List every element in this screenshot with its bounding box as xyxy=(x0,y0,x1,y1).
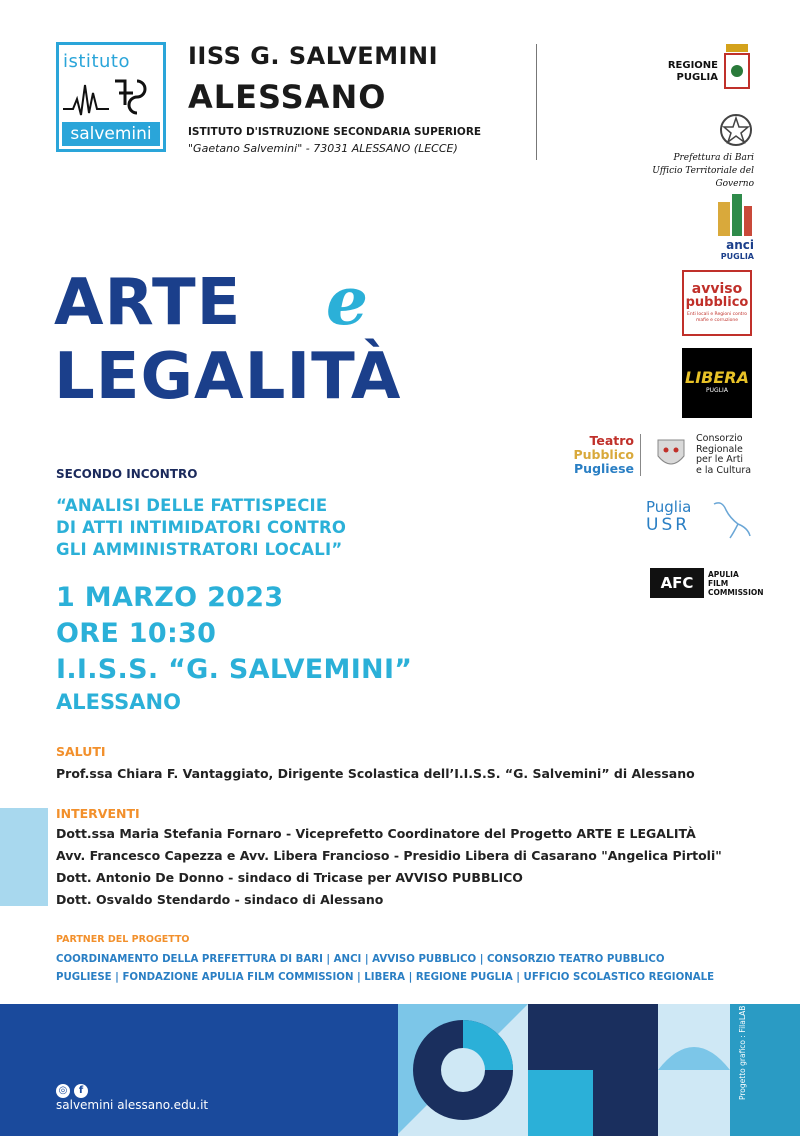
intervento-item: Dott.ssa Maria Stefania Fornaro - Viceprefetto Coordinatore del Progetto ARTE E LEGALITÀ xyxy=(56,826,696,841)
regione-sub: PUGLIA xyxy=(676,72,718,83)
consorzio-logo xyxy=(696,434,751,476)
republic-emblem-icon xyxy=(718,110,754,150)
avviso-tagline: Enti locali e Regioni contro mafie e corruzione xyxy=(687,312,747,323)
intervento-item: Dott. Osvaldo Stendardo - sindaco di Alessano xyxy=(56,892,384,907)
topic-line: DI ATTI INTIMIDATORI CONTRO xyxy=(56,518,347,537)
event-time: ORE 10:30 xyxy=(56,618,217,649)
school-name: IISS G. SALVEMINI xyxy=(188,42,439,70)
website-link[interactable]: salvemini alessano.edu.it xyxy=(56,1098,209,1112)
teatro-pubblico-logo xyxy=(572,434,634,476)
prefettura-sub: Ufficio Territoriale del Governo xyxy=(652,166,754,189)
topic-line: GLI AMMINISTRATORI LOCALI” xyxy=(56,540,343,559)
usr-label: USR xyxy=(646,515,691,535)
saluti-text: Prof.ssa Chiara F. Vantaggiato, Dirigente Scolastica dell’I.I.S.S. “G. Salvemini” di Alessano xyxy=(56,766,695,781)
usr-puglia-label: Puglia xyxy=(646,498,692,516)
consorzio-l4: e la Cultura xyxy=(696,464,752,476)
afc-label: AFC xyxy=(660,574,694,592)
facebook-icon[interactable]: f xyxy=(74,1084,88,1098)
pugliese-word: Pugliese xyxy=(574,461,634,476)
libera-label: LIBERA xyxy=(685,368,749,387)
footer-band xyxy=(0,1004,398,1136)
avviso-label: avviso xyxy=(691,281,743,297)
title-conjunction: e xyxy=(326,262,368,340)
anci-logo xyxy=(712,240,754,262)
school-type: ISTITUTO D'ISTRUZIONE SECONDARIA SUPERIORE xyxy=(188,126,482,138)
school-address: "Gaetano Salvemini" - 73031 ALESSANO (LECCE) xyxy=(188,142,458,155)
event-date: 1 MARZO 2023 xyxy=(56,582,284,613)
partner-line: COORDINAMENTO DELLA PREFETTURA DI BARI | ANCI | AVVISO PUBBLICO | CONSORZIO TEATRO PUBBLICO xyxy=(56,954,665,965)
afc-logo xyxy=(650,568,704,598)
prefettura-name: Prefettura di Bari xyxy=(673,153,754,163)
libera-logo xyxy=(682,348,752,418)
regione-label: REGIONE xyxy=(667,60,718,71)
pubblico-word: Pubblico xyxy=(573,447,634,462)
instagram-icon[interactable]: ◎ xyxy=(56,1084,70,1098)
usr-puglia-logo xyxy=(646,498,691,534)
meeting-label: SECONDO INCONTRO xyxy=(56,467,198,481)
logo-top-text: istituto xyxy=(63,51,130,72)
regione-crest-icon xyxy=(722,44,752,92)
regione-puglia-logo xyxy=(664,60,718,84)
avviso-pubblico-logo xyxy=(682,270,752,336)
afc-l2: FILM xyxy=(708,579,729,588)
theatre-mask-icon xyxy=(654,436,688,474)
saluti-label: SALUTI xyxy=(56,744,106,759)
logo-bottom-text: salvemini xyxy=(62,122,160,146)
intervento-item: Dott. Antonio De Donno - sindaco di Tricase per AVVISO PUBBLICO xyxy=(56,870,523,885)
social-icons xyxy=(56,1078,92,1098)
pubblico-label: pubblico xyxy=(685,295,749,310)
topic-line: “ANALISI DELLE FATTISPECIE xyxy=(56,496,328,515)
title-arte: ARTE xyxy=(54,266,242,340)
anci-sub: PUGLIA xyxy=(720,252,754,261)
teatro-divider xyxy=(640,434,641,476)
afc-l3: COMMISSION xyxy=(708,588,764,597)
event-place: ALESSANO xyxy=(56,690,181,714)
afc-text xyxy=(708,570,764,597)
heartbeat-icon xyxy=(63,75,163,121)
libera-sub: PUGLIA xyxy=(706,387,728,394)
partner-line: PUGLIESE | FONDAZIONE APULIA FILM COMMISSION | LIBERA | REGIONE PUGLIA | UFFICIO SCOLASTICO REGIONALE xyxy=(56,972,715,983)
interventi-label: INTERVENTI xyxy=(56,806,140,821)
design-credit: Progetto grafico : FilaLAB xyxy=(738,1005,747,1100)
consorzio-l2: Regionale xyxy=(696,443,743,455)
italy-map-icon xyxy=(708,498,754,542)
afc-l1: APULIA xyxy=(708,570,739,579)
school-town: ALESSANO xyxy=(188,78,387,116)
prefettura-logo xyxy=(618,152,754,191)
anci-castle-icon xyxy=(716,190,754,238)
consorzio-l1: Consorzio xyxy=(696,433,743,444)
partner-label: PARTNER DEL PROGETTO xyxy=(56,934,190,945)
anci-label: anci xyxy=(726,238,754,252)
event-venue: I.I.S.S. “G. SALVEMINI” xyxy=(56,654,413,685)
title-legalita: LEGALITÀ xyxy=(54,340,402,414)
intervento-item: Avv. Francesco Capezza e Avv. Libera Francioso - Presidio Libera di Casarano "Angelica Pirtoli" xyxy=(56,848,722,863)
school-logo xyxy=(56,42,166,152)
consorzio-l3: per le Arti xyxy=(696,454,744,465)
teatro-label: Teatro xyxy=(589,433,634,448)
accent-bar xyxy=(0,808,48,906)
header-divider xyxy=(536,44,537,160)
